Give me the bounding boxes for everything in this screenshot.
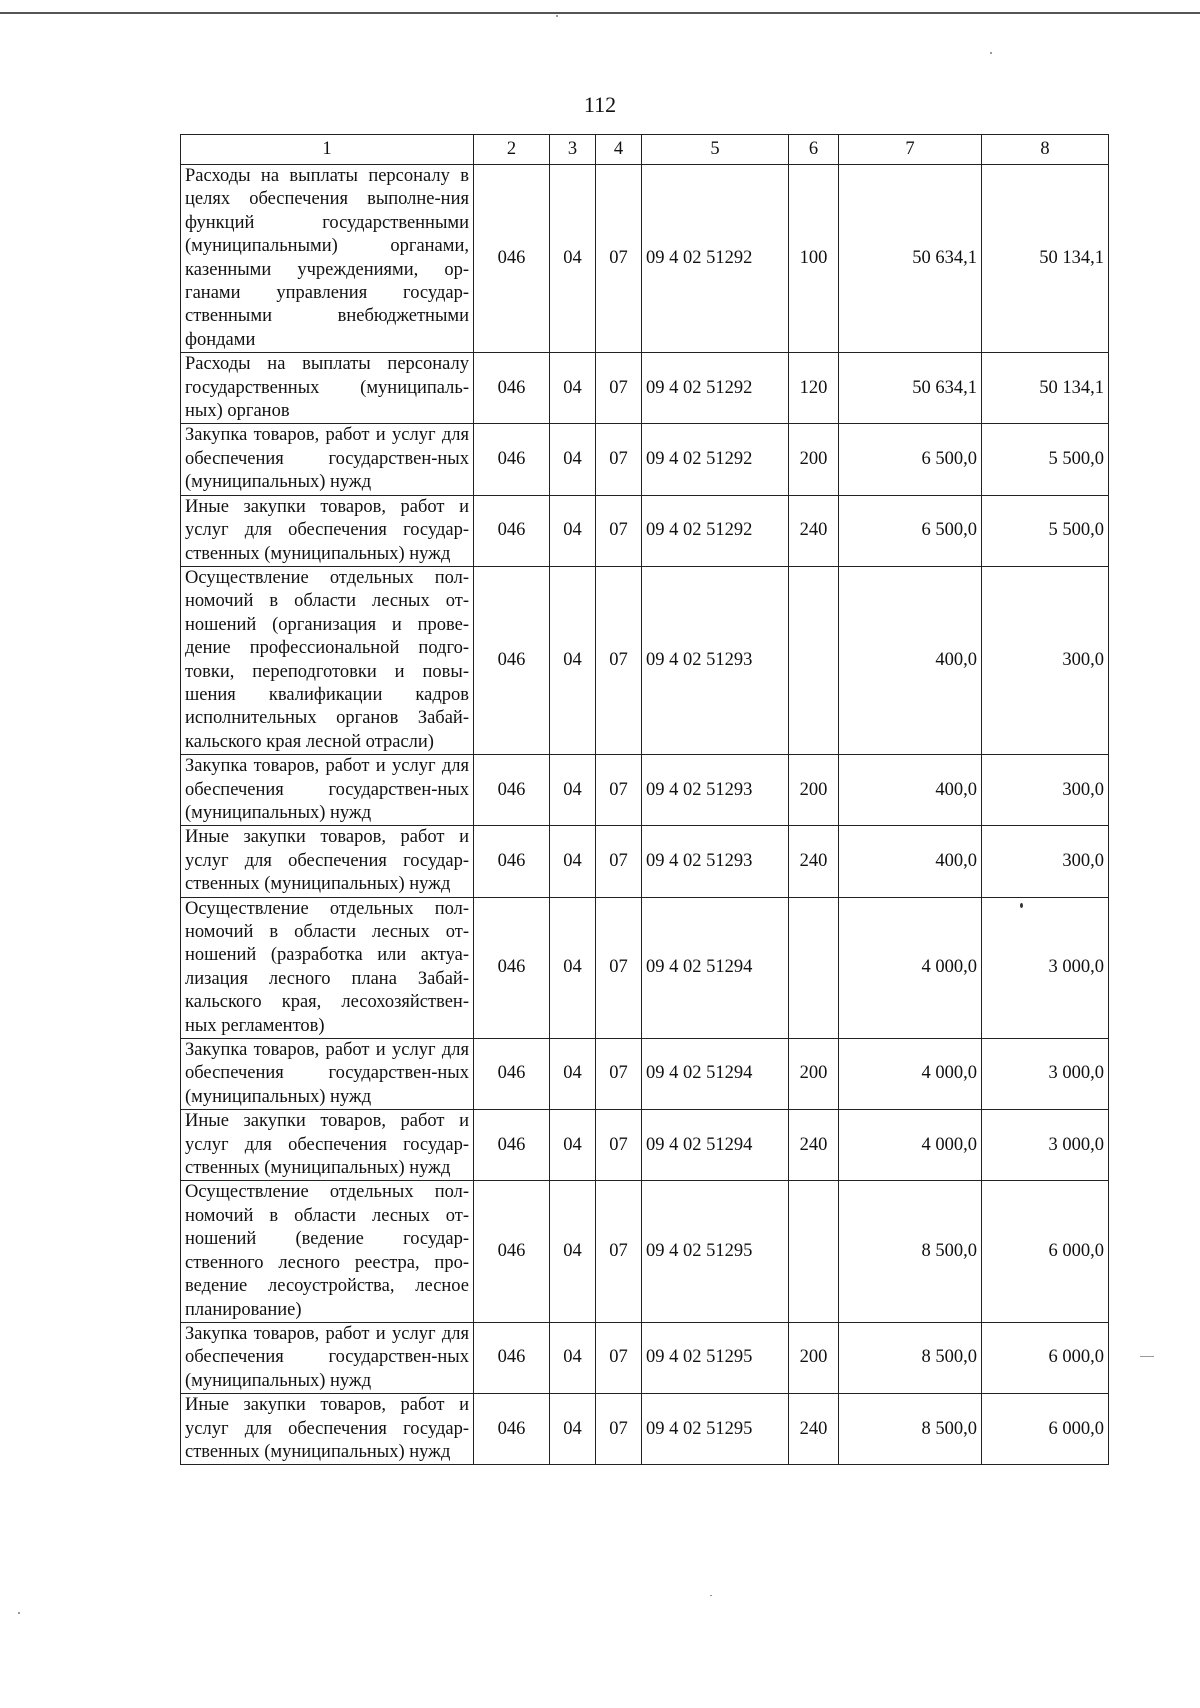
row-description: Иные закупки товаров, работ и услуг для обеспечения государ-ственных (муниципальных) нужд: [181, 826, 474, 897]
row-description: Закупка товаров, работ и услуг для обеспечения государствен-ных (муниципальных) нужд: [181, 424, 474, 495]
row-col-6: 200: [789, 424, 839, 495]
header-col-1: 1: [181, 135, 474, 165]
header-col-8: 8: [982, 135, 1109, 165]
row-col-7: 8 500,0: [839, 1181, 982, 1322]
row-col-2: 046: [474, 353, 550, 424]
header-row: [181, 135, 1109, 165]
row-col-2: 046: [474, 826, 550, 897]
row-col-3: 04: [550, 495, 596, 566]
row-col-4: 07: [596, 1394, 642, 1465]
header-col-2: 2: [474, 135, 550, 165]
scan-top-edge: [0, 0, 1200, 14]
row-col-6: 200: [789, 755, 839, 826]
row-col-8: 50 134,1: [982, 353, 1109, 424]
table-row: [181, 755, 1109, 826]
scan-speck: [990, 52, 992, 54]
scan-speck: [18, 1612, 20, 1614]
row-col-7: 400,0: [839, 566, 982, 754]
row-col-7: 400,0: [839, 826, 982, 897]
row-col-8: 50 134,1: [982, 165, 1109, 353]
table-row: [181, 1039, 1109, 1110]
row-col-5: 09 4 02 51293: [642, 566, 789, 754]
row-col-7: 6 500,0: [839, 424, 982, 495]
row-col-4: 07: [596, 1322, 642, 1393]
row-description: Закупка товаров, работ и услуг для обеспечения государствен-ных (муниципальных) нужд: [181, 1322, 474, 1393]
row-col-3: 04: [550, 424, 596, 495]
table-row: [181, 566, 1109, 754]
row-col-5: 09 4 02 51293: [642, 755, 789, 826]
row-col-2: 046: [474, 755, 550, 826]
row-description: Закупка товаров, работ и услуг для обеспечения государствен-ных (муниципальных) нужд: [181, 755, 474, 826]
row-col-5: 09 4 02 51295: [642, 1394, 789, 1465]
table-row: [181, 1394, 1109, 1465]
row-col-2: 046: [474, 1394, 550, 1465]
row-col-6: [789, 1181, 839, 1322]
table-row: [181, 1181, 1109, 1322]
row-col-3: 04: [550, 1322, 596, 1393]
row-col-2: 046: [474, 1110, 550, 1181]
row-col-2: 046: [474, 495, 550, 566]
header-col-7: 7: [839, 135, 982, 165]
row-description: Осуществление отдельных пол-номочий в области лесных от-ношений (ведение государ-ственного лесного реестра, про-ведение лесоустройства, лесное планирование): [181, 1181, 474, 1322]
row-col-8: 300,0: [982, 566, 1109, 754]
row-col-3: 04: [550, 897, 596, 1038]
header-col-6: 6: [789, 135, 839, 165]
row-description: Иные закупки товаров, работ и услуг для обеспечения государ-ственных (муниципальных) нужд: [181, 1110, 474, 1181]
row-col-2: 046: [474, 1181, 550, 1322]
scan-speck: [710, 1595, 712, 1596]
row-col-5: 09 4 02 51292: [642, 495, 789, 566]
row-col-3: 04: [550, 755, 596, 826]
table-row: [181, 826, 1109, 897]
row-col-5: 09 4 02 51292: [642, 353, 789, 424]
row-col-8: 300,0: [982, 755, 1109, 826]
row-col-7: 50 634,1: [839, 165, 982, 353]
row-col-4: 07: [596, 353, 642, 424]
table-row: [181, 897, 1109, 1038]
row-col-5: 09 4 02 51295: [642, 1322, 789, 1393]
row-col-6: 120: [789, 353, 839, 424]
row-col-7: 4 000,0: [839, 1039, 982, 1110]
row-col-3: 04: [550, 826, 596, 897]
row-col-4: 07: [596, 826, 642, 897]
row-description: Осуществление отдельных пол-номочий в области лесных от-ношений (разработка или актуа-лизация лесного плана Забай-кальского края, лесохозяйствен-ных регламентов): [181, 897, 474, 1038]
page-number: 112: [583, 92, 617, 117]
row-col-3: 04: [550, 566, 596, 754]
row-col-3: 04: [550, 1039, 596, 1110]
row-col-6: [789, 566, 839, 754]
row-col-4: 07: [596, 566, 642, 754]
row-col-6: 240: [789, 1110, 839, 1181]
row-col-5: 09 4 02 51294: [642, 897, 789, 1038]
row-col-3: 04: [550, 1394, 596, 1465]
row-description: Иные закупки товаров, работ и услуг для обеспечения государ-ственных (муниципальных) нужд: [181, 1394, 474, 1465]
row-col-4: 07: [596, 897, 642, 1038]
row-col-7: 6 500,0: [839, 495, 982, 566]
table-row: [181, 495, 1109, 566]
row-col-6: 200: [789, 1039, 839, 1110]
scan-speck: [1020, 903, 1023, 908]
row-col-5: 09 4 02 51292: [642, 165, 789, 353]
row-col-7: 4 000,0: [839, 897, 982, 1038]
row-col-6: 100: [789, 165, 839, 353]
table-row: [181, 165, 1109, 353]
row-col-6: 200: [789, 1322, 839, 1393]
scan-speck: [556, 15, 558, 17]
row-col-5: 09 4 02 51295: [642, 1181, 789, 1322]
table-row: [181, 424, 1109, 495]
row-col-6: 240: [789, 1394, 839, 1465]
header-col-5: 5: [642, 135, 789, 165]
row-col-8: 5 500,0: [982, 495, 1109, 566]
row-col-7: 8 500,0: [839, 1394, 982, 1465]
table-body: [181, 165, 1109, 1465]
row-col-5: 09 4 02 51293: [642, 826, 789, 897]
budget-table: [180, 134, 1109, 1465]
row-col-2: 046: [474, 165, 550, 353]
row-col-5: 09 4 02 51294: [642, 1110, 789, 1181]
row-col-4: 07: [596, 1110, 642, 1181]
table-row: [181, 353, 1109, 424]
row-col-8: 6 000,0: [982, 1181, 1109, 1322]
row-col-2: 046: [474, 424, 550, 495]
row-col-8: 6 000,0: [982, 1394, 1109, 1465]
row-col-7: 8 500,0: [839, 1322, 982, 1393]
row-col-4: 07: [596, 495, 642, 566]
row-col-2: 046: [474, 897, 550, 1038]
row-col-8: 300,0: [982, 826, 1109, 897]
row-col-2: 046: [474, 1322, 550, 1393]
row-col-5: 09 4 02 51294: [642, 1039, 789, 1110]
row-col-7: 4 000,0: [839, 1110, 982, 1181]
row-col-8: 3 000,0: [982, 1110, 1109, 1181]
header-col-4: 4: [596, 135, 642, 165]
row-description: Иные закупки товаров, работ и услуг для обеспечения государ-ственных (муниципальных) нужд: [181, 495, 474, 566]
row-col-3: 04: [550, 353, 596, 424]
row-description: Осуществление отдельных пол-номочий в области лесных от-ношений (организация и прове-дение профессиональной подго-товки, переподготовки и повы-шения квалификации кадров исполнительных органов Забай-кальского края лесной отрасли): [181, 566, 474, 754]
table-row: [181, 1110, 1109, 1181]
row-col-5: 09 4 02 51292: [642, 424, 789, 495]
row-col-3: 04: [550, 165, 596, 353]
row-col-6: [789, 897, 839, 1038]
row-description: Расходы на выплаты персоналу в целях обеспечения выполне-ния функций государственными (муниципальными) органами, казенными учреждениями, ор-ганами управления государ-ственными внебюджетными фондами: [181, 165, 474, 353]
row-col-8: 6 000,0: [982, 1322, 1109, 1393]
row-col-8: 3 000,0: [982, 1039, 1109, 1110]
row-description: Закупка товаров, работ и услуг для обеспечения государствен-ных (муниципальных) нужд: [181, 1039, 474, 1110]
scan-speck: [1140, 1356, 1154, 1357]
row-col-8: 3 000,0: [982, 897, 1109, 1038]
row-description: Расходы на выплаты персоналу государственных (муниципаль-ных) органов: [181, 353, 474, 424]
table-header: [181, 135, 1109, 165]
row-col-4: 07: [596, 755, 642, 826]
row-col-4: 07: [596, 1039, 642, 1110]
row-col-8: 5 500,0: [982, 424, 1109, 495]
row-col-6: 240: [789, 495, 839, 566]
row-col-3: 04: [550, 1110, 596, 1181]
row-col-7: 50 634,1: [839, 353, 982, 424]
row-col-4: 07: [596, 165, 642, 353]
row-col-2: 046: [474, 1039, 550, 1110]
row-col-3: 04: [550, 1181, 596, 1322]
header-col-3: 3: [550, 135, 596, 165]
row-col-2: 046: [474, 566, 550, 754]
row-col-7: 400,0: [839, 755, 982, 826]
row-col-4: 07: [596, 424, 642, 495]
row-col-4: 07: [596, 1181, 642, 1322]
row-col-6: 240: [789, 826, 839, 897]
table-row: [181, 1322, 1109, 1393]
